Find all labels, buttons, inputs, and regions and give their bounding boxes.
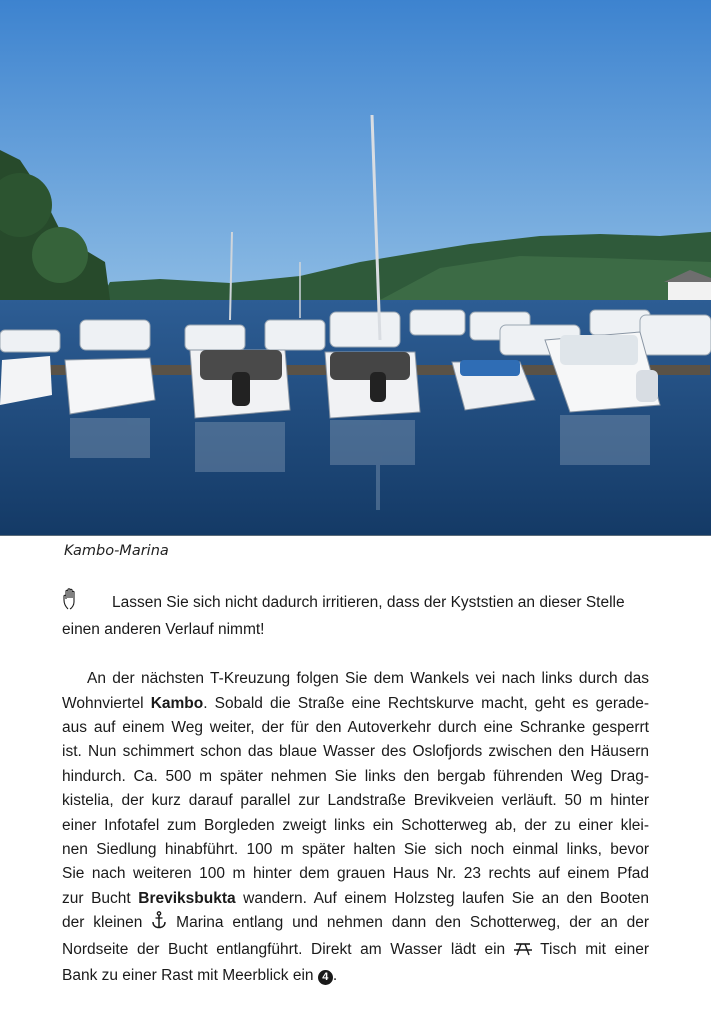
para-line-7: einer Infotafel zum Borgleden zweigt links ein Schotterweg ab, der zu einer klei- xyxy=(62,816,649,834)
tip-line-2: einen anderen Verlauf nimmt! xyxy=(62,621,265,639)
para-line-2: Wohnviertel Kambo. Sobald die Straße eine Rechtskurve macht, geht es gerade- xyxy=(62,694,649,712)
para-line-10: zur Bucht Breviksbukta wandern. Auf einem Holzsteg laufen Sie an den Booten xyxy=(62,889,649,907)
para-line-11: der kleinen Marina entlang und nehmen dann den Schotterweg, der an der xyxy=(62,911,649,937)
para-line-1: An der nächsten T-Kreuzung folgen Sie dem Wankels vei nach links durch das xyxy=(87,670,649,688)
para-line-4: ist. Nun schimmert schon das blaue Wasser des Oslofjords zwischen den Häusern xyxy=(62,743,649,761)
picnic-table-icon xyxy=(514,940,532,964)
body-text xyxy=(62,588,649,988)
para-line-12: Nordseite der Bucht entlangführt. Direkt am Wasser lädt ein Tisch mit einer xyxy=(62,938,649,964)
place-breviksbukta: Breviksbukta xyxy=(138,889,236,907)
hand-icon xyxy=(62,588,84,618)
place-kambo: Kambo xyxy=(150,694,204,712)
para-line-3: aus auf einem Weg weiter, der für den Autoverkehr durch eine Schranke gesperrt xyxy=(62,719,649,737)
para-line-5: hindurch. Ca. 500 m später nehmen Sie links den bergab führenden Weg Drag- xyxy=(62,767,649,785)
tip-line-1: Lassen Sie sich nicht dadurch irritieren, dass der Kyststien an dieser Stelle xyxy=(62,588,649,618)
anchor-icon xyxy=(151,911,167,937)
photo-caption: Kambo-Marina xyxy=(64,543,169,559)
para-line-9: Sie nach weiteren 100 m hinter dem grauen Haus Nr. 23 rechts auf einem Pfad xyxy=(62,865,649,883)
para-line-8: nen Siedlung hinabführt. 100 m später halten Sie sich noch einmal links, bevor xyxy=(62,841,649,859)
waypoint-number-badge: 4 xyxy=(318,970,333,985)
para-line-6: kistelia, der kurz darauf parallel zur Landstraße Brevikveien verläuft. 50 m hinter xyxy=(62,792,649,810)
para-line-13: Bank zu einer Rast mit Meerblick ein 4 . xyxy=(62,967,338,985)
